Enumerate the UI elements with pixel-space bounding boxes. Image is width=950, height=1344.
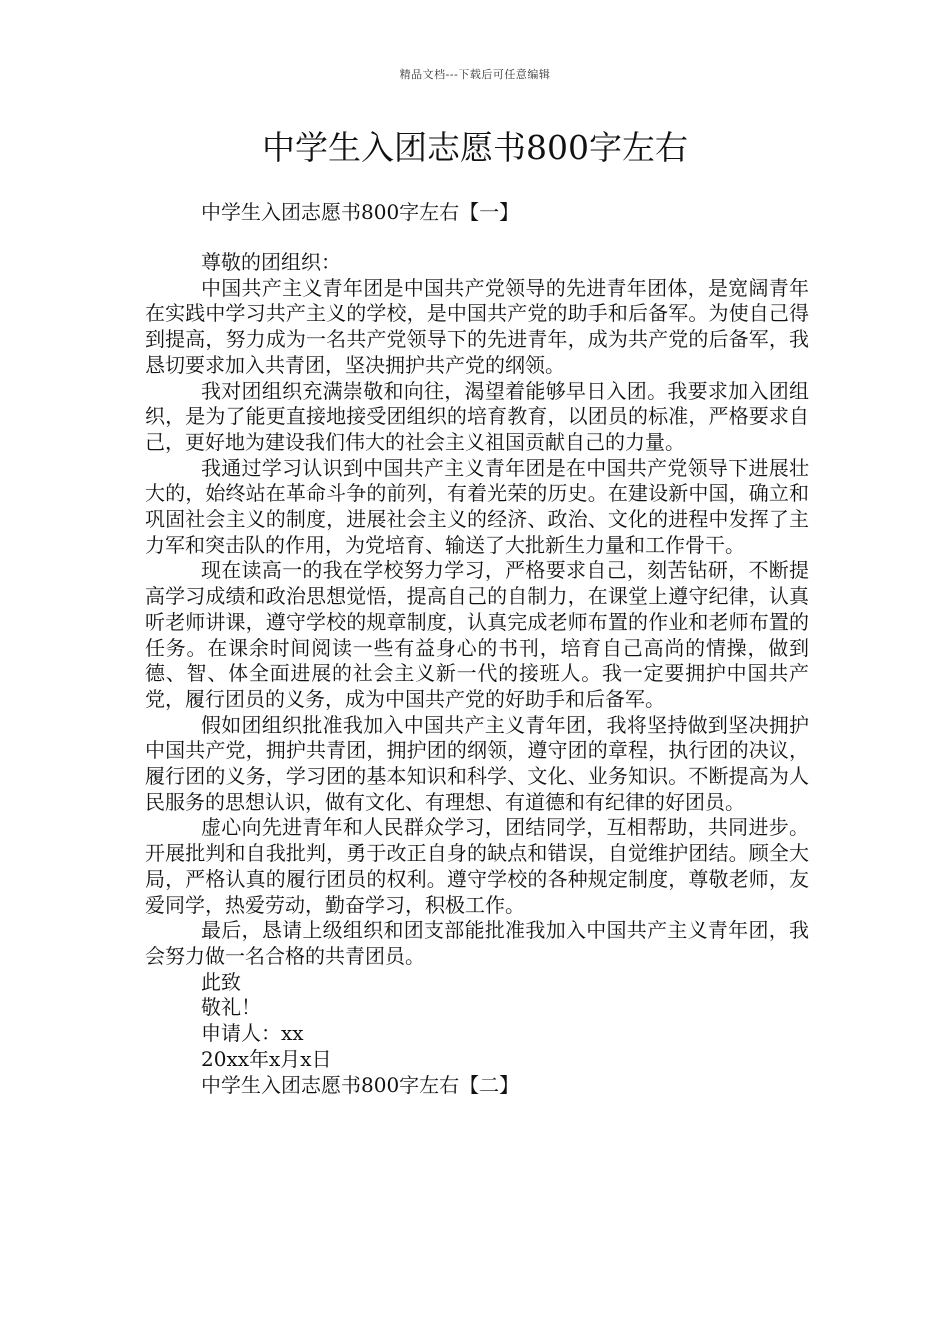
header-note: 精品文档---下载后可任意编辑 (399, 68, 551, 81)
respect: 敬礼！ (201, 995, 261, 1020)
salutation: 尊敬的团组织： (201, 250, 341, 274)
document-title: 中学生入团志愿书800字左右 (262, 128, 688, 167)
paragraph-2: 我对团组织充满崇敬和向往，渴望着能够早日入团。我要求加入团组织，是为了能更直接地接受团组织的培育教育，以团员的标准，严格要求自己，更好地为建设我们伟大的社会主义祖国贡献自己的力量。 (145, 378, 809, 454)
closing: 此致 (201, 969, 241, 994)
paragraph-6: 虚心向先进青年和人民群众学习，团结同学，互相帮助，共同进步。开展批判和自我批判，勇于改正自身的缺点和错误，自觉维护团结。顾全大局，严格认真的履行团员的权利。遵守学校的各种规定制度，尊敬老师，友爱同学，热爱劳动，勤奋学习，积极工作。 (145, 815, 809, 917)
section-one-heading: 中学生入团志愿书800字左右【一】 (201, 200, 520, 224)
paragraph-1: 中国共产主义青年团是中国共产党领导的先进青年团体，是宽阔青年在实践中学习共产主义的学校，是中国共产党的助手和后备军。为使自己得到提高，努力成为一名共产党领导下的先进青年，成为共产党的后备军，我恳切要求加入共青团，坚决拥护共产党的纲领。 (145, 275, 809, 377)
paragraph-7: 最后，恳请上级组织和团支部能批准我加入中国共产主义青年团，我会努力做一名合格的共青团员。 (145, 918, 809, 968)
paragraph-4: 现在读高一的我在学校努力学习，严格要求自己，刻苦钻研，不断提高学习成绩和政治思想觉悟，提高自己的自制力，在课堂上遵守纪律，认真听老师讲课，遵守学校的规章制度，认真完成老师布置的作业和老师布置的任务。在课余时间阅读一些有益身心的书刊，培育自己高尚的情操，做到德、智、体全面进展的社会主义新一代的接班人。我一定要拥护中国共产党，履行团员的义务，成为中国共产党的好助手和后备军。 (145, 558, 809, 711)
date: 20xx年x月x日 (201, 1046, 332, 1071)
paragraph-5: 假如团组织批准我加入中国共产主义青年团，我将坚持做到坚决拥护中国共产党，拥护共青团，拥护团的纲领，遵守团的章程，执行团的决议，履行团的义务，学习团的基本知识和科学、文化、业务知识。不断提高为人民服务的思想认识，做有文化、有理想、有道德和有纪律的好团员。 (145, 712, 809, 814)
paragraph-3: 我通过学习认识到中国共产主义青年团是在中国共产党领导下进展壮大的，始终站在革命斗争的前列，有着光荣的历史。在建设新中国，确立和巩固社会主义的制度，进展社会主义的经济、政治、文化的进程中发挥了主力军和突击队的作用，为党培育、输送了大批新生力量和工作骨干。 (145, 455, 809, 557)
applicant: 申请人：xx (201, 1021, 304, 1046)
section-two-heading: 中学生入团志愿书800字左右【二】 (201, 1072, 520, 1097)
letter-body (145, 250, 809, 1098)
